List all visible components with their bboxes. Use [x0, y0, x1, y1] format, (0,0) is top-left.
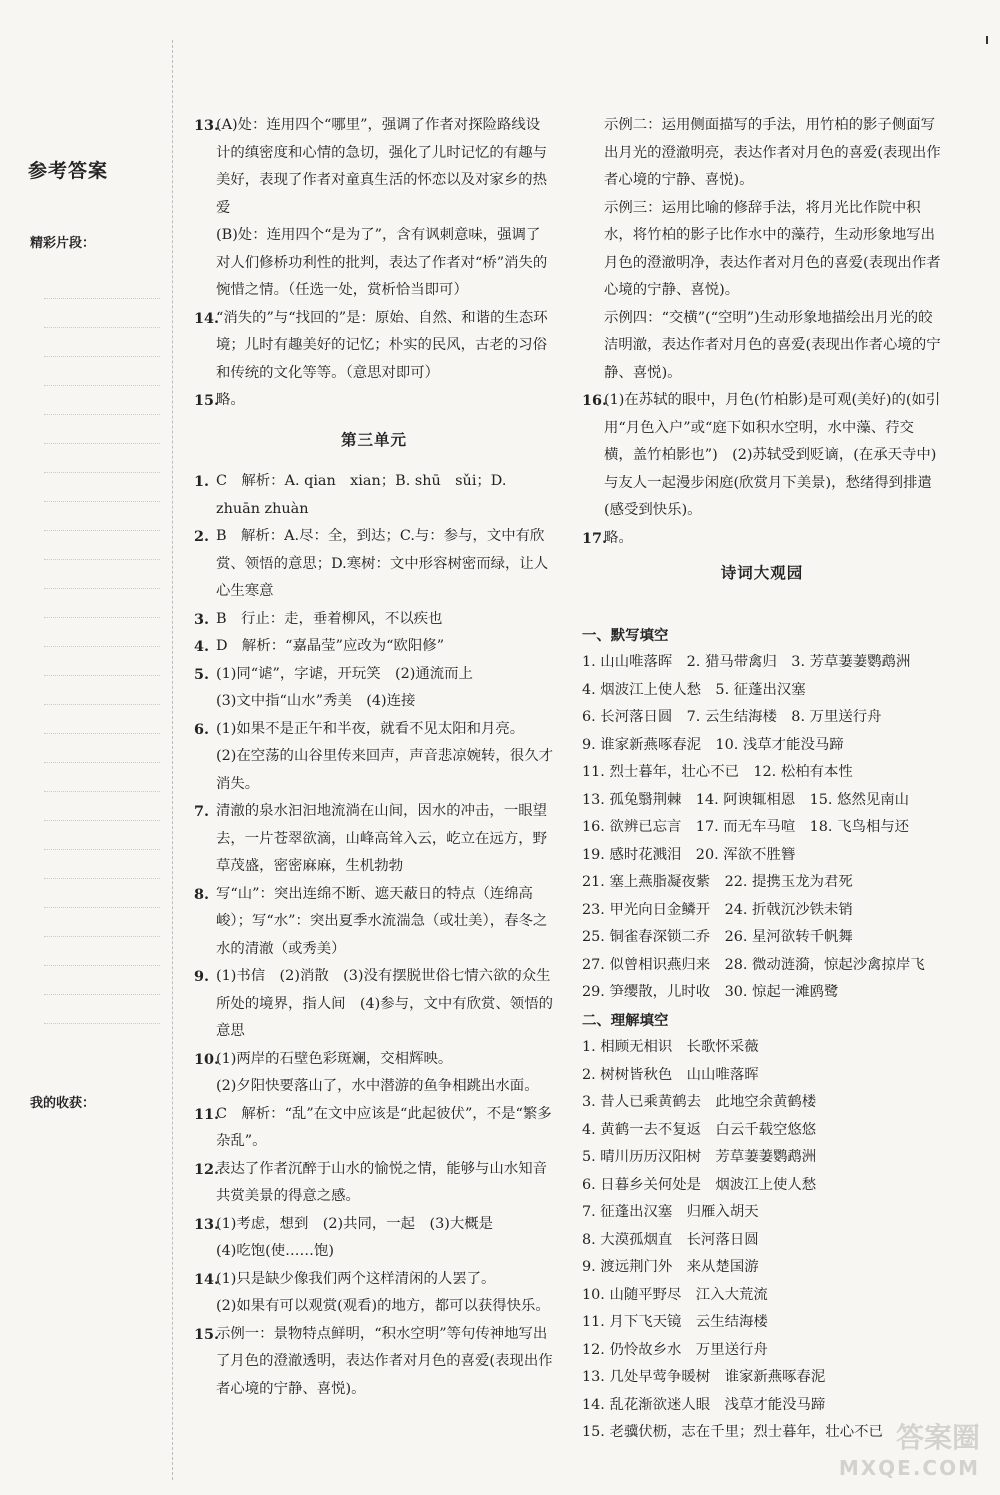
answer-item [194, 881, 554, 964]
answer-line: 25. 铜雀春深锁二乔 26. 星河欲转千帆舞 [582, 929, 853, 945]
item-number: 14. [194, 309, 220, 327]
sidebar-title: 参考答案 [28, 160, 109, 182]
answer-subitem: 示例三：运用比喻的修辞手法，将月光比作院中积水，将竹柏的影子比作水中的藻荇，生动形象地写出月色的澄澈明净，表达作者对月色的喜爱(表现出作者心境的宁静、喜悦)。 [604, 199, 941, 298]
item-number: 12. [194, 1160, 220, 1178]
answer-line: 8. 大漠孤烟直 长河落日圆 [582, 1231, 759, 1248]
item-text: C 解析：A. qian xian；B. shū sǔi；D. zhuān zhuàn [216, 473, 507, 517]
answer-line: 1. 相顾无相识 长歌怀采薇 [582, 1039, 759, 1055]
answer-line: 4. 黄鹤一去不复返 白云千载空悠悠 [582, 1121, 817, 1138]
part-heading: 二、理解填空 [582, 1011, 669, 1029]
item-text: (A)处：连用四个“哪里”，强调了作者对探险路线设计的缜密度和心情的急切，强化了儿时记忆的有趣与美好，表现了作者对童真生活的怀恋以及对家乡的热爱 [216, 117, 547, 216]
answer-item [194, 1101, 554, 1156]
item-number: 7. [194, 803, 210, 820]
answer-item [582, 387, 942, 525]
answer-line: 3. 昔人已乘黄鹤去 此地空余黄鹤楼 [582, 1094, 817, 1110]
answer-item [194, 112, 554, 222]
answer-item [194, 661, 554, 689]
answer-line: 11. 烈士暮年，壮心不已 12. 松柏有本性 [582, 764, 853, 780]
column-divider [172, 40, 173, 1480]
item-text: D 解析：“嘉晶莹”应改为“欧阳修” [216, 638, 445, 654]
answer-line: 6. 长河落日圆 7. 云生结海楼 8. 万里送行舟 [582, 709, 882, 725]
item-text: 表达了作者沉醉于山水的愉悦之情，能够与山水知音共赏美景的得意之感。 [216, 1160, 547, 1204]
answer-subitem: 示例二：运用侧面描写的手法，用竹柏的影子侧面写出月光的澄澈明亮，表达作者对月色的喜爱(表现出作者心境的宁静、喜悦)。 [604, 117, 941, 188]
answer-line: 23. 甲光向日金鳞开 24. 折戟沉沙铁未销 [582, 901, 853, 918]
page-mark [986, 36, 988, 44]
item-text: C 解析：“乱”在文中应该是“此起彼伏”，不是“繁多杂乱”。 [216, 1105, 552, 1149]
item-number: 1. [194, 473, 210, 490]
answer-item [194, 606, 554, 634]
answer-line: 5. 晴川历历汉阳树 芳草萋萋鹦鹉洲 [582, 1149, 817, 1165]
answer-item [582, 525, 942, 553]
item-text: (1)同“谑”，字谑，开玩笑 (2)通流而上 [216, 665, 473, 682]
item-text: 清澈的泉水汩汩地流淌在山间，因水的冲击，一眼望去，一片苍翠欲滴，山峰高耸入云，屹立在远方，野草茂盛，密密麻麻，生机勃勃 [216, 803, 547, 874]
answer-line: 21. 塞上燕脂凝夜紫 22. 提携玉龙为君死 [582, 874, 853, 890]
answer-item [194, 523, 554, 606]
item-text: 示例一：景物特点鲜明，“积水空明”等句传神地写出了月色的澄澈透明，表达作者对月色的喜爱(表现出作者心境的宁静、喜悦)。 [216, 1325, 553, 1397]
item-text: “消失的”与“找回的”是：原始、自然、和谐的生态环境；儿时有趣美好的记忆；朴实的民风，古老的习俗和传统的文化等等。（意思对即可） [216, 309, 548, 381]
item-number: 13. [194, 1215, 220, 1233]
item-number: 14. [194, 1270, 220, 1288]
answer-subitem: (2)如果有可以观赏(观看)的地方，都可以获得快乐。 [216, 1298, 550, 1314]
item-text: 略。 [604, 529, 633, 546]
answer-line: 2. 树树皆秋色 山山唯落晖 [582, 1066, 759, 1083]
answer-line: 16. 欲辨已忘言 17. 而无车马喧 18. 飞鸟相与还 [582, 819, 910, 835]
answer-item [194, 1046, 554, 1074]
sidebar [0, 0, 172, 1495]
answer-line: 4. 烟波江上使人愁 5. 征蓬出汉塞 [582, 681, 806, 698]
item-number: 13. [194, 117, 220, 134]
answer-line: 29. 笋缨散，儿时收 30. 惊起一滩鸥鹭 [582, 984, 839, 1000]
answer-line: 15. 老骥伏枥，志在千里；烈士暮年，壮心不已 [582, 1424, 883, 1440]
section-title: 诗词大观园 [720, 564, 804, 582]
item-number: 11. [194, 1105, 220, 1123]
answer-subitem: (3)文中指“山水”秀美 (4)连接 [216, 693, 416, 709]
item-number: 6. [194, 720, 210, 738]
watermark-logo: 答案圈 [895, 1421, 980, 1454]
answer-item [194, 1156, 554, 1211]
item-text: B 行止：走，垂着柳风，不以疾也 [216, 610, 443, 627]
item-text: (1)两岸的石壁色彩斑斓，交相辉映。 [216, 1050, 453, 1067]
answer-subitem: 示例四：“交横”(“空明”)生动形象地描绘出月光的皎洁明澈，表达作者对月色的喜爱(表现出作者心境的宁静、喜悦)。 [604, 309, 941, 381]
item-number: 16. [582, 392, 608, 409]
answer-item [194, 963, 554, 1046]
answer-line: 12. 仍怜故乡水 万里送行舟 [582, 1341, 768, 1358]
answer-line: 27. 似曾相识燕归来 28. 微动涟漪，惊起沙禽掠岸飞 [582, 956, 925, 973]
answer-subitem: (2)在空荡的山谷里传来回声，声音悲凉婉转，很久才消失。 [216, 748, 553, 792]
answer-subitem: (2)夕阳快要落山了，水中潜游的鱼争相跳出水面。 [216, 1078, 539, 1094]
item-number: 8. [194, 885, 210, 903]
answer-item [194, 468, 554, 523]
item-number: 5. [194, 665, 210, 683]
answer-line: 7. 征蓬出汉塞 归雁入胡天 [582, 1204, 759, 1220]
watermark-url: MXQE.COM [838, 1456, 980, 1480]
item-text: (1)考虑，想到 (2)共同，一起 (3)大概是 [216, 1215, 494, 1232]
item-text: 写“山”：突出连绵不断、遮天蔽日的特点（连绵高峻）；写“水”：突出夏季水流湍急（或壮美），春冬之水的清澈（或秀美） [216, 885, 548, 957]
answer-column-right [582, 112, 942, 1447]
answer-line: 9. 谁家新燕啄春泥 10. 浅草才能没马蹄 [582, 736, 844, 753]
answer-line: 13. 孤兔翳荆棘 14. 阿谀辄相恩 15. 悠然见南山 [582, 791, 910, 808]
item-number: 4. [194, 638, 210, 655]
answer-line: 13. 几处早莺争暖树 谁家新燕啄春泥 [582, 1369, 826, 1385]
answer-item [194, 305, 554, 388]
item-text: (1)在苏轼的眼中，月色(竹柏影)是可观(美好)的(如引用“月色入户”或“庭下如积水空明，水中藻、荇交横，盖竹柏影也”) (2)苏轼受到贬谪，(在承天寺中)与友人一起漫步闲庭(欣赏月下美景)，愁绪得到排遣(感受到快乐)。 [604, 392, 941, 518]
item-number: 10. [194, 1050, 220, 1068]
answer-item [194, 633, 554, 661]
answer-column-left [194, 112, 554, 1403]
section-title: 第三单元 [340, 430, 407, 449]
answer-item [194, 1211, 554, 1239]
answer-line: 10. 山随平野尽 江入大荒流 [582, 1286, 768, 1303]
item-number: 15. [194, 392, 220, 409]
item-number: 9. [194, 968, 210, 985]
item-text: B 解析：A.尽：全，到达；C.与：参与，文中有欣赏、领悟的意思；D.寒树：文中形容树密而绿，让人心生寒意 [216, 528, 549, 599]
answer-subitem: (4)吃饱(使……饱) [216, 1243, 334, 1259]
item-text: (1)只是缺少像我们两个这样清闲的人罢了。 [216, 1270, 496, 1287]
answer-line: 9. 渡远荆门外 来从楚国游 [582, 1259, 759, 1275]
answer-item [194, 1321, 554, 1404]
notes-area [44, 270, 160, 1024]
answer-item [194, 1266, 554, 1294]
item-number: 2. [194, 528, 210, 545]
answer-item [194, 387, 554, 415]
answer-line: 6. 日暮乡关何处是 烟波江上使人愁 [582, 1176, 817, 1193]
item-number: 15. [194, 1325, 220, 1343]
answer-item [194, 716, 554, 744]
item-number: 3. [194, 610, 210, 628]
answer-subitem: (B)处：连用四个“是为了”，含有讽刺意味，强调了对人们修桥功利性的批判，表达了作者对“桥”消失的惋惜之情。（任选一处，赏析恰当即可） [216, 227, 548, 298]
part-heading: 一、默写填空 [582, 626, 669, 644]
item-text: (1)如果不是正午和半夜，就看不见太阳和月亮。 [216, 720, 525, 737]
my-gains-label: 我的收获： [30, 1096, 96, 1111]
answer-item [194, 798, 554, 881]
item-text: 略。 [216, 392, 245, 408]
answer-line: 11. 月下飞天镜 云生结海楼 [582, 1314, 768, 1330]
answer-line: 14. 乱花渐欲迷人眼 浅草才能没马蹄 [582, 1396, 826, 1413]
item-text: (1)书信 (2)消散 (3)没有摆脱世俗七情六欲的众生所处的境界，指人间 (4)参与，文中有欣赏、领悟的意思 [216, 968, 553, 1039]
item-number: 17. [582, 529, 608, 547]
watermark [839, 1423, 980, 1483]
highlights-label: 精彩片段： [30, 236, 96, 251]
answer-line: 19. 感时花溅泪 20. 浑欲不胜簪 [582, 846, 796, 863]
answer-line: 1. 山山唯落晖 2. 猎马带禽归 3. 芳草萋萋鹦鹉洲 [582, 654, 911, 670]
